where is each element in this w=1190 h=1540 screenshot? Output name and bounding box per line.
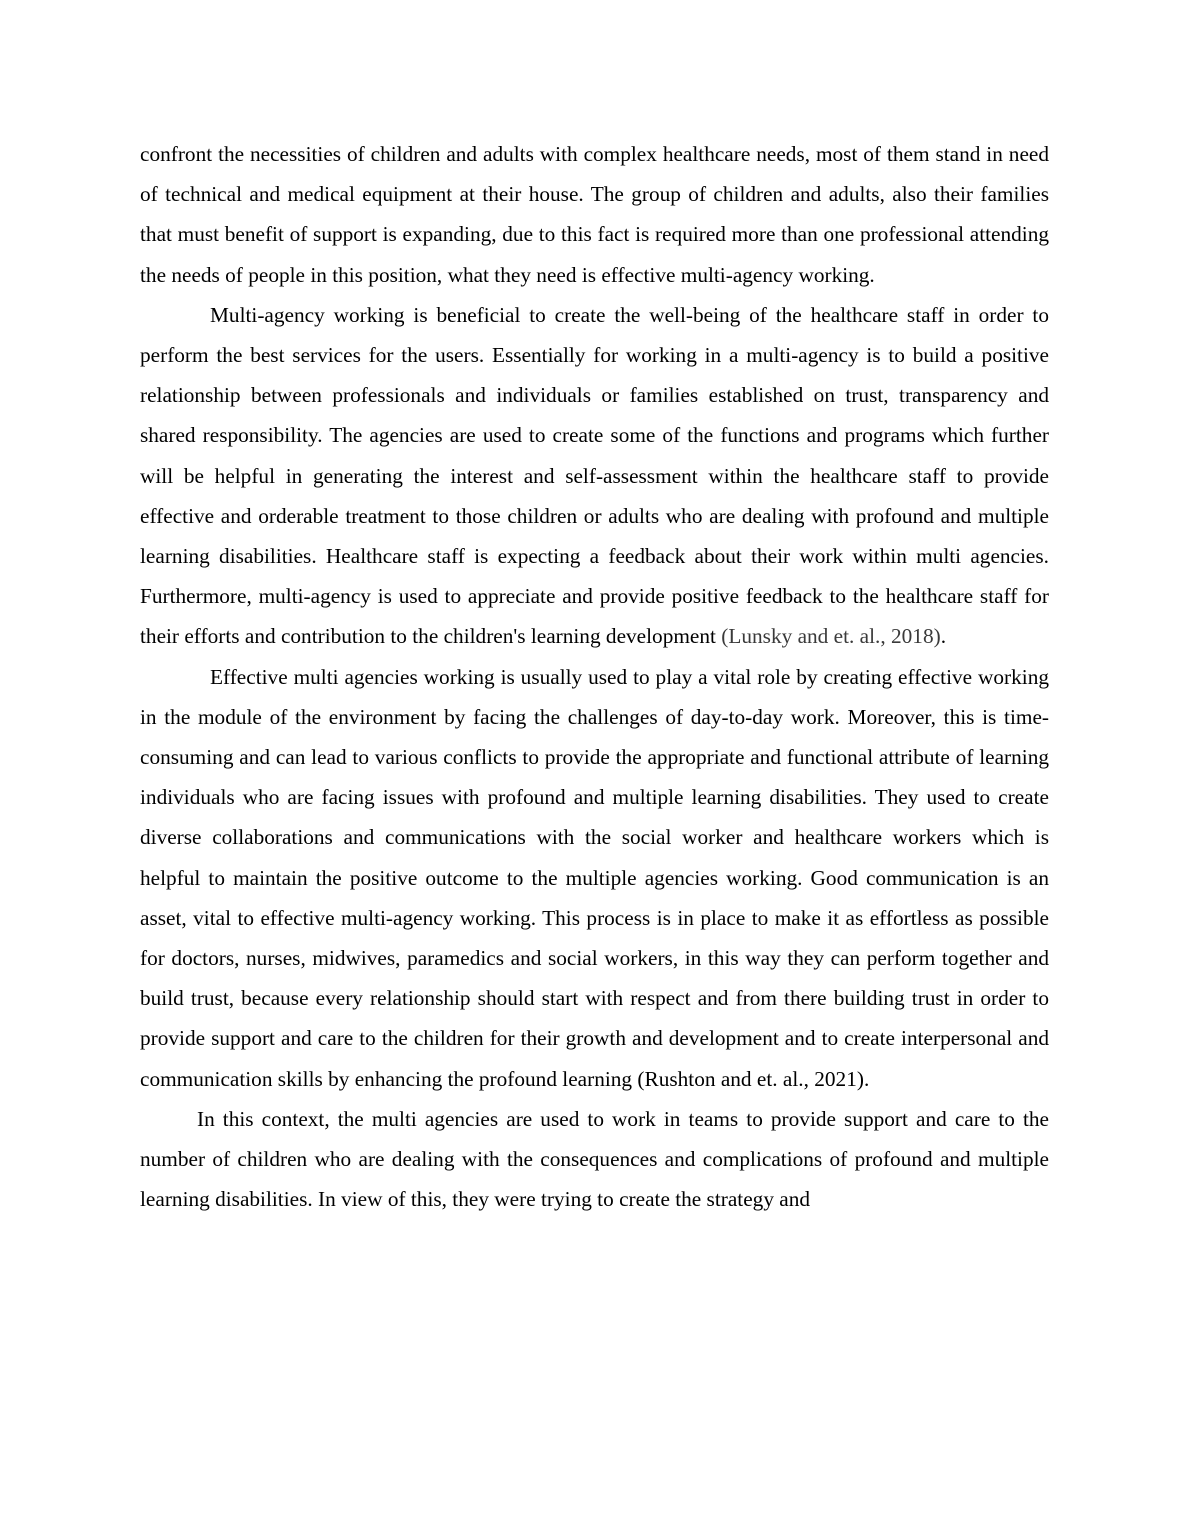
paragraph-2-end: . <box>940 624 947 649</box>
paragraph-4: In this context, the multi agencies are used to work in teams to provide support and care to the number of children who are dealing with the consequences and complications of profound and multiple learning disabilities. In view of this, they were trying to create the strategy and <box>140 1106 1049 1212</box>
paragraph-2-body: Multi-agency working is beneficial to create the well-being of the healthcare staff in order to perform the best services for the users. Essentially for working in a multi-agency is to build a positive relationship between professionals and individuals or families established on trust, transparency and shared responsibility. The agencies are used to create some of the functions and programs which further will be helpful in generating the interest and self-assessment within the healthcare staff to provide effective and orderable treatment to those children or adults who are dealing with profound and multiple learning disabilities. Healthcare staff is expecting a feedback about their work within multi agencies. Furthermore, multi-agency is used to appreciate and provide positive feedback to the healthcare staff for their efforts and contribution to the children's learning development <box>140 302 1049 649</box>
paragraph-1: confront the necessities of children and adults with complex healthcare needs, most of them stand in need of technical and medical equipment at their house. The group of children and adults, also their families that must benefit of support is expanding, due to this fact is required more than one professional attending the needs of people in this position, what they need is effective multi-agency working. <box>140 142 1049 287</box>
citation-lunsky-2018: (Lunsky and et. al., 2018) <box>721 624 941 649</box>
paragraph-2 <box>140 295 1049 657</box>
document-page <box>140 134 1049 1219</box>
paragraph-3: Effective multi agencies working is usually used to play a vital role by creating effective working in the module of the environment by facing the challenges of day-to-day work. Moreover, this is time-consuming and can lead to various conflicts to provide the appropriate and functional attribute of learning individuals who are facing issues with profound and multiple learning disabilities. They used to create diverse collaborations and communications with the social worker and healthcare workers which is helpful to maintain the positive outcome to the multiple agencies working. Good communication is an asset, vital to effective multi-agency working. This process is in place to make it as effortless as possible for doctors, nurses, midwives, paramedics and social workers, in this way they can perform together and build trust, because every relationship should start with respect and from there building trust in order to provide support and care to the children for their growth and development and to create interpersonal and communication skills by enhancing the profound learning (Rushton and et. al., 2021). <box>140 664 1049 1091</box>
